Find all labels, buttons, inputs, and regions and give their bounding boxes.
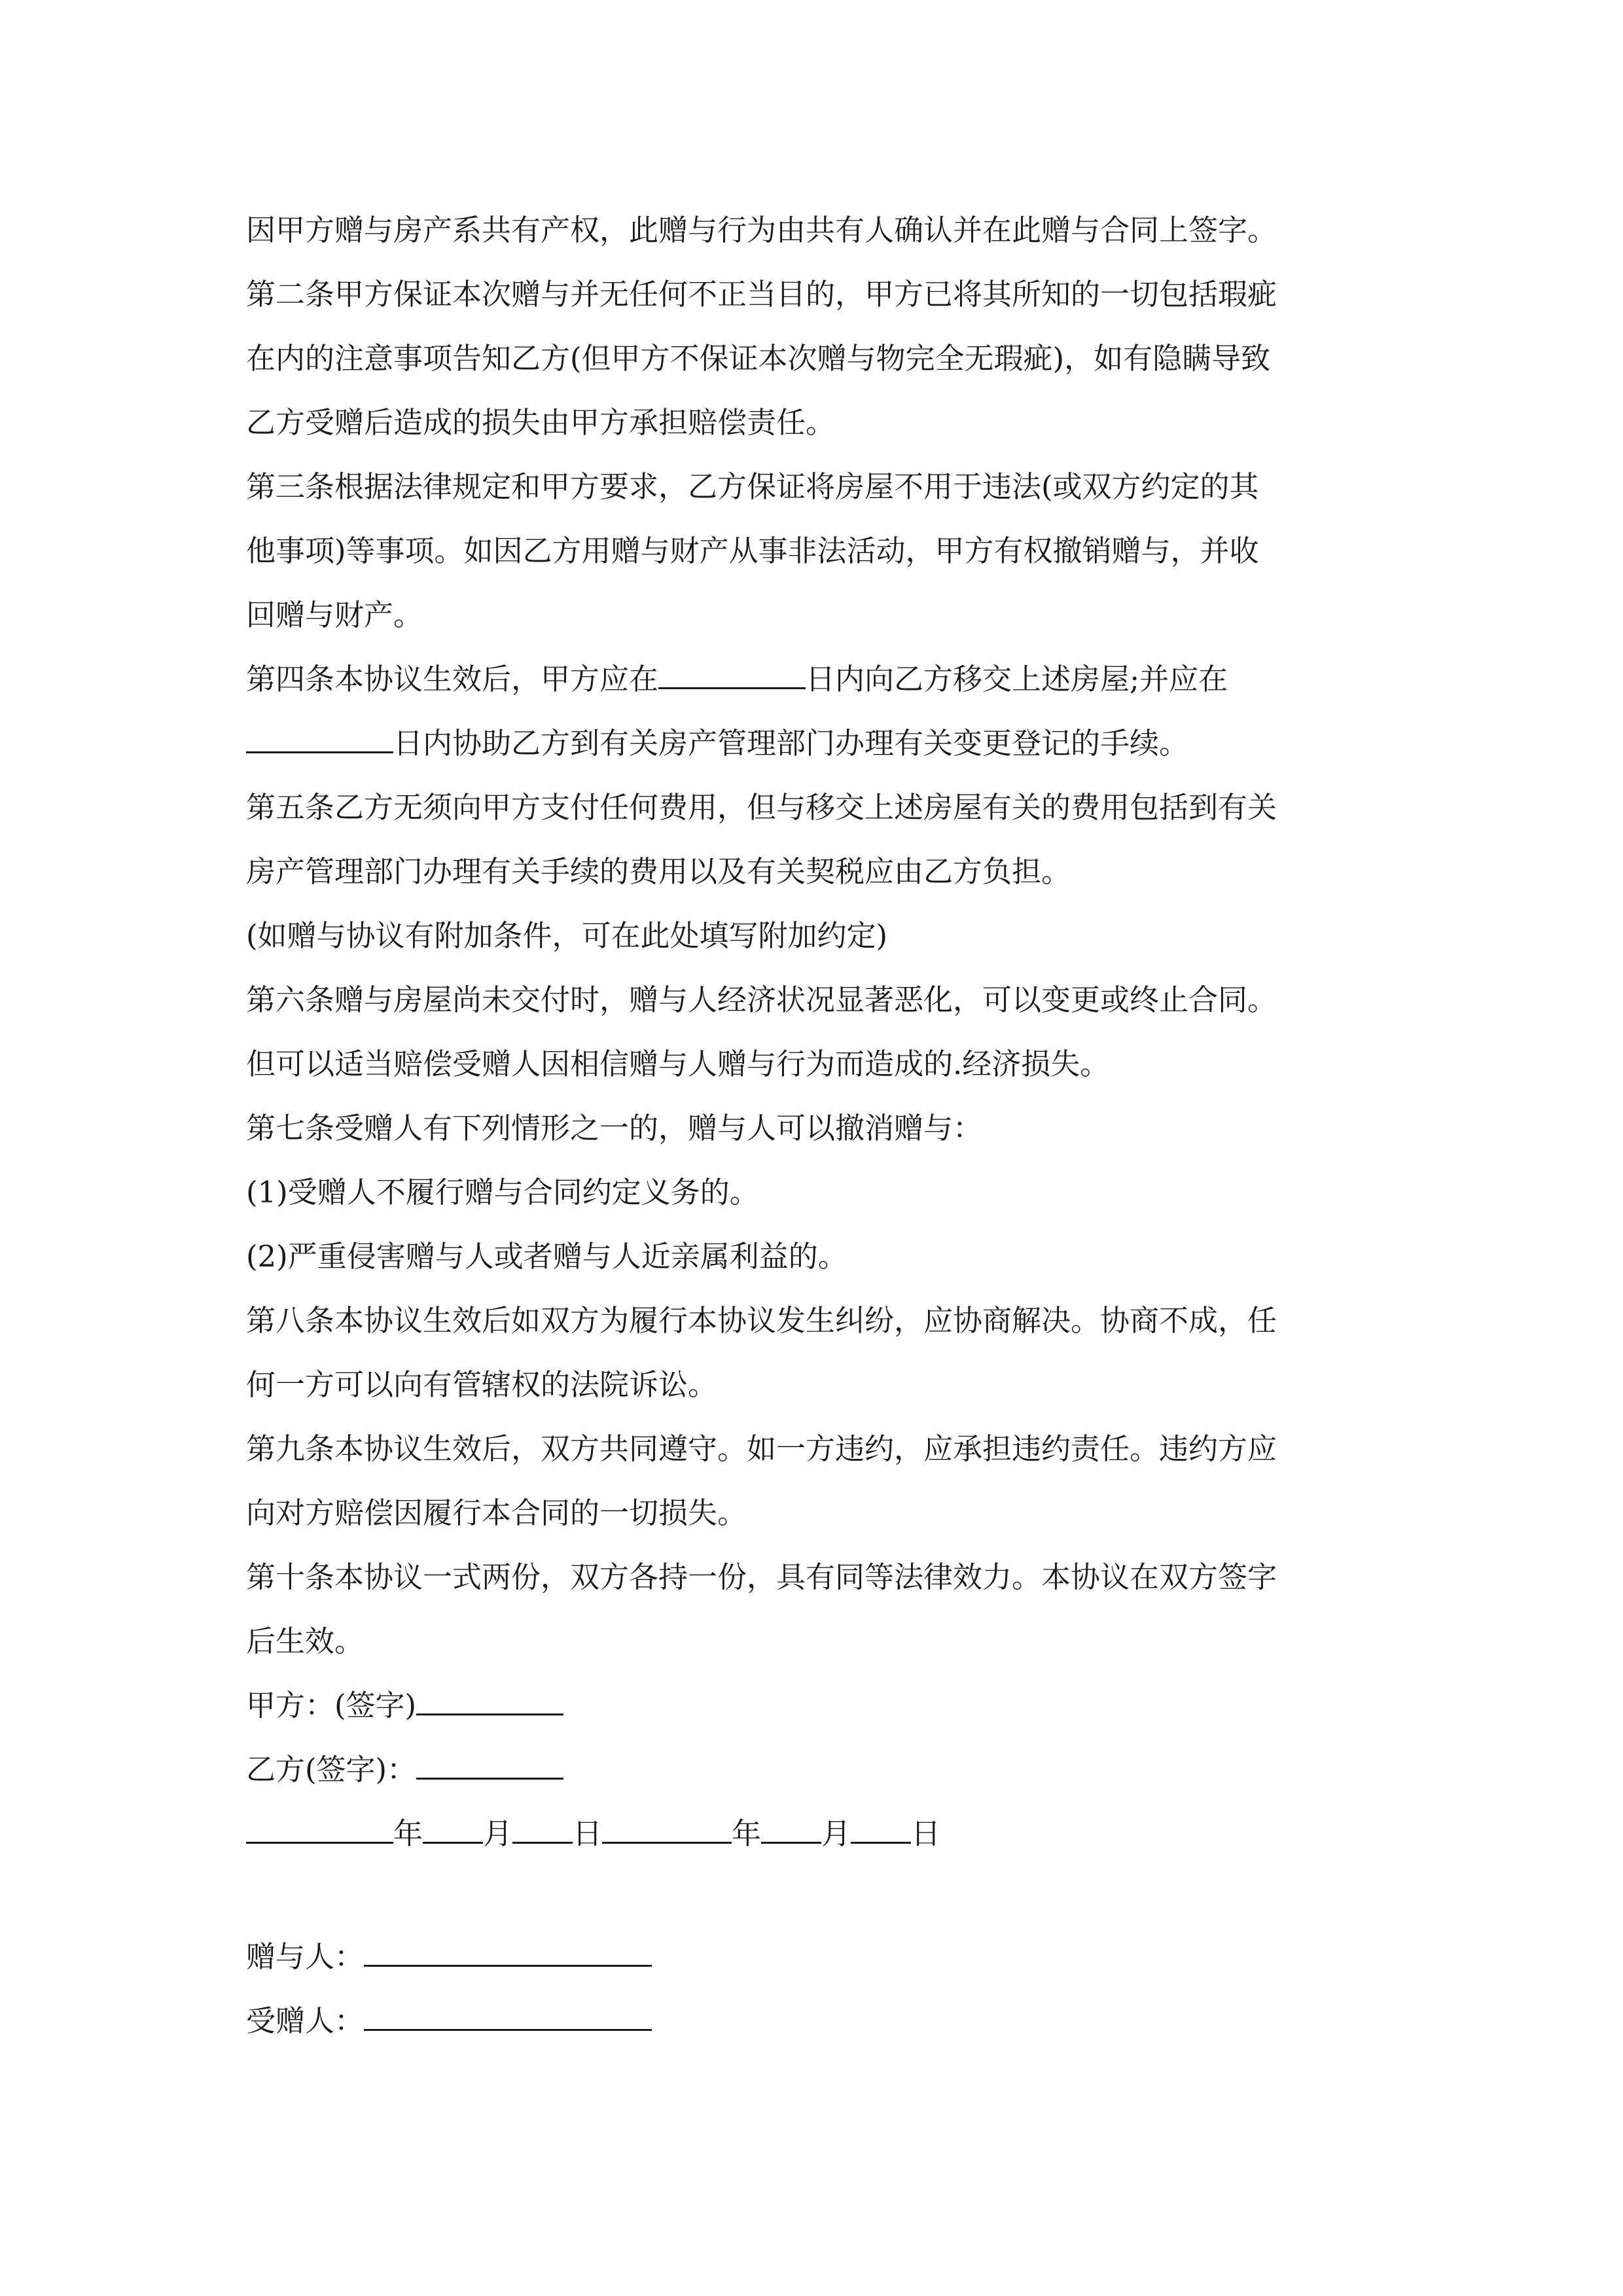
clause-9-line-2: 向对方赔偿因履行本合同的一切损失。: [246, 1496, 747, 1530]
clause-8-line-2: 何一方可以向有管辖权的法院诉讼。: [246, 1367, 718, 1402]
clause-10-line-2: 后生效。: [246, 1624, 365, 1659]
clause-9-line-1: 第九条本协议生效后，双方共同遵守。如一方违约，应承担违约责任。违约方应: [246, 1431, 1277, 1466]
donor-label: 赠与人：: [246, 1939, 365, 1974]
clause-6-line-2: 但可以适当赔偿受赠人因相信赠与人赠与行为而造成的.经济损失。: [246, 1047, 1110, 1081]
party-b-signature-blank[interactable]: [416, 1753, 563, 1780]
day-label-a: 日: [573, 1816, 603, 1851]
party-a-year-blank[interactable]: [246, 1817, 393, 1844]
party-b-month-blank[interactable]: [761, 1817, 821, 1844]
party-a-label: 甲方：(签字): [246, 1688, 417, 1723]
clause-4-line-2: [246, 724, 1188, 763]
clause-3-line-1: 第三条根据法律规定和甲方要求，乙方保证将房屋不用于违法(或双方约定的其: [246, 469, 1259, 504]
donee-label: 受赠人：: [246, 2003, 365, 2038]
year-label-b: 年: [732, 1816, 762, 1851]
donee-signature-blank[interactable]: [364, 2004, 652, 2031]
clause-2-line-2: 在内的注意事项告知乙方(但甲方不保证本次赠与物完全无瑕疵)，如有隐瞒导致: [246, 341, 1271, 376]
clause-4-text-1: 第四条本协议生效后，甲方应在: [246, 662, 659, 696]
day-label-b: 日: [911, 1816, 941, 1851]
party-b-year-blank[interactable]: [602, 1817, 732, 1844]
clause-3-line-2: 他事项)等事项。如因乙方用赠与财产从事非法活动，甲方有权撤销赠与，并收: [246, 533, 1259, 568]
clause-4-line-1: [246, 660, 1228, 699]
month-label-b: 月: [821, 1816, 851, 1851]
handover-days-blank[interactable]: [658, 662, 806, 689]
clause-1-tail: 因甲方赠与房产系共有产权，此赠与行为由共有人确认并在此赠与合同上签字。: [246, 213, 1277, 247]
clause-7-item-2: (2)严重侵害赠与人或者赠与人近亲属利益的。: [246, 1239, 847, 1274]
donor-signature-line: [246, 1937, 652, 1977]
clause-7-item-1: (1)受赠人不履行赠与合同约定义务的。: [246, 1175, 759, 1210]
clause-6-line-1: 第六条赠与房屋尚未交付时，赠与人经济状况显著恶化，可以变更或终止合同。: [246, 982, 1277, 1017]
clause-5-line-2: 房产管理部门办理有关手续的费用以及有关契税应由乙方负担。: [246, 854, 1071, 889]
clause-7-heading: 第七条受赠人有下列情形之一的，赠与人可以撤消赠与：: [246, 1111, 983, 1145]
clause-4-text-2: 日内向乙方移交上述房屋;并应在: [806, 662, 1228, 696]
month-label-a: 月: [483, 1816, 513, 1851]
date-line: [246, 1814, 940, 1854]
donee-signature-line: [246, 2001, 652, 2041]
clause-4-text-3: 日内协助乙方到有关房产管理部门办理有关变更登记的手续。: [393, 726, 1189, 761]
donor-signature-blank[interactable]: [364, 1940, 652, 1967]
clause-2-line-1: 第二条甲方保证本次赠与并无任何不正当目的，甲方已将其所知的一切包括瑕疵: [246, 277, 1277, 312]
party-b-signature-line: [246, 1750, 563, 1789]
clause-8-line-1: 第八条本协议生效后如双方为履行本协议发生纠纷，应协商解决。协商不成，任: [246, 1303, 1277, 1338]
clause-5-line-1: 第五条乙方无须向甲方支付任何费用，但与移交上述房屋有关的费用包括到有关: [246, 790, 1277, 825]
party-a-day-blank[interactable]: [512, 1817, 573, 1844]
party-b-day-blank[interactable]: [851, 1817, 911, 1844]
year-label-a: 年: [393, 1816, 423, 1851]
clause-2-line-3: 乙方受赠后造成的损失由甲方承担赔偿责任。: [246, 405, 836, 440]
party-a-signature-line: [246, 1686, 563, 1725]
clause-10-line-1: 第十条本协议一式两份，双方各持一份，具有同等法律效力。本协议在双方签字: [246, 1560, 1277, 1594]
party-b-label: 乙方(签字)：: [246, 1752, 417, 1787]
party-a-month-blank[interactable]: [423, 1817, 483, 1844]
additional-terms-note: (如赠与协议有附加条件，可在此处填写附加约定): [246, 918, 888, 953]
registration-days-blank[interactable]: [246, 726, 393, 753]
party-a-signature-blank[interactable]: [416, 1689, 563, 1715]
clause-3-line-3: 回赠与财产。: [246, 598, 423, 632]
